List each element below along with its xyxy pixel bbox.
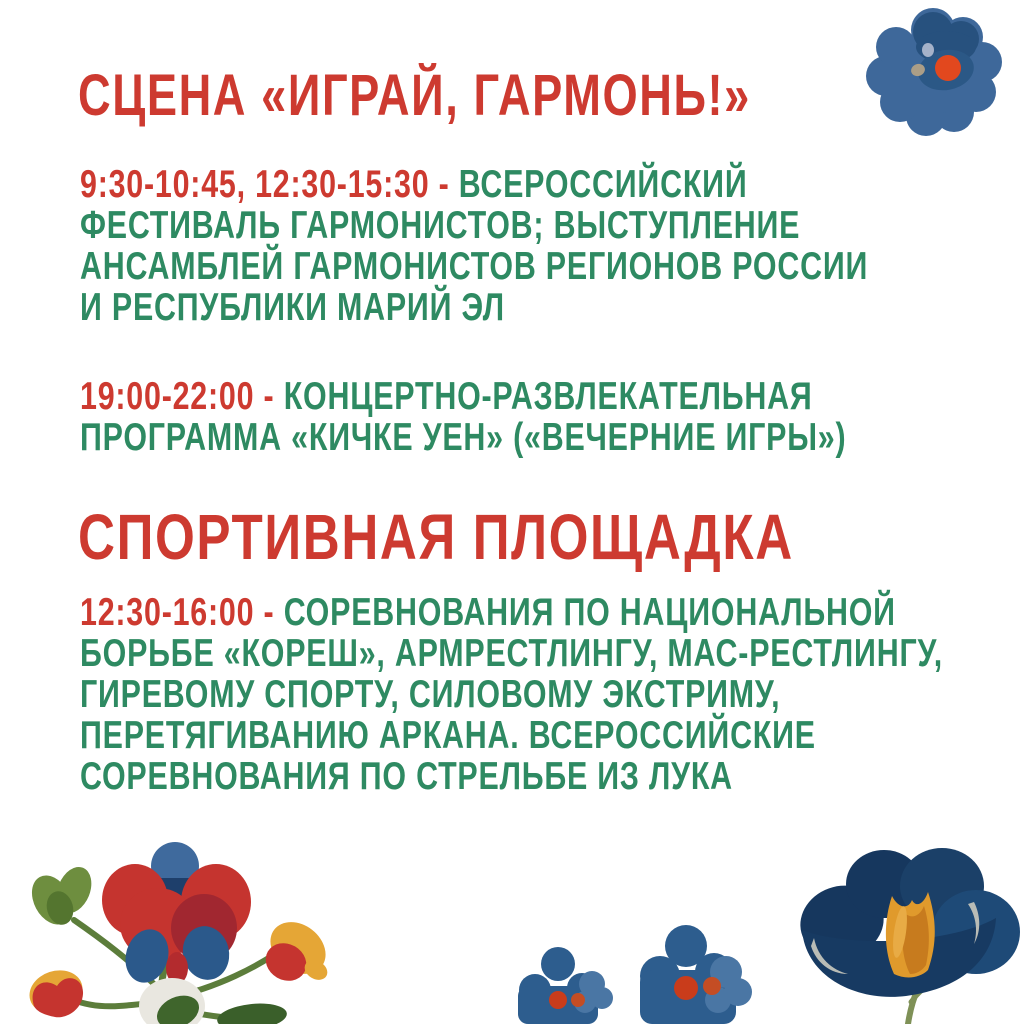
schedule-line [80,164,868,205]
schedule-text: КОНЦЕРТНО-РАЗВЛЕКАТЕЛЬНАЯ [283,375,813,418]
time-range: 9:30-10:45, 12:30-15:30 - [80,163,459,206]
schedule-line [80,715,943,756]
schedule-line [80,592,943,633]
blue-blossom-cluster-icon [490,912,780,1024]
schedule-text: ПЕРЕТЯГИВАНИЮ АРКАНА. ВСЕРОССИЙСКИЕ [80,714,816,757]
schedule-text: АНСАМБЛЕЙ ГАРМОНИСТОВ РЕГИОНОВ РОССИИ [80,245,869,288]
schedule-line [80,246,868,287]
schedule-line [80,674,943,715]
schedule-line [80,417,846,458]
schedule-line [80,756,943,797]
stage-heading: СЦЕНА «ИГРАЙ, ГАРМОНЬ!» [78,63,751,128]
schedule-text: ВСЕРОССИЙСКИЙ [458,163,748,206]
schedule-text: ПРОГРАММА «КИЧКЕ УЕН» («ВЕЧЕРНИЕ ИГРЫ») [80,416,847,459]
schedule-text: СОРЕВНОВАНИЯ ПО СТРЕЛЬБЕ ИЗ ЛУКА [80,755,733,798]
schedule-line [80,633,943,674]
schedule-line [80,205,868,246]
schedule-text: И РЕСПУБЛИКИ МАРИЙ ЭЛ [80,286,505,329]
stage-evening-entry [80,376,846,458]
sports-heading: СПОРТИВНАЯ ПЛОЩАДКА [78,501,794,573]
folk-bouquet-icon [0,820,330,1024]
schedule-text: СОРЕВНОВАНИЯ ПО НАЦИОНАЛЬНОЙ [283,591,896,634]
navy-poppy-flower-icon [780,822,1024,1024]
schedule-text: ГИРЕВОМУ СПОРТУ, СИЛОВОМУ ЭКСТРИМУ, [80,673,781,716]
blue-folk-flower-icon [858,2,1008,142]
schedule-line [80,376,846,417]
sports-competitions-entry [80,592,943,797]
schedule-text: БОРЬБЕ «КОРЕШ», АРМРЕСТЛИНГУ, МАС-РЕСТЛИНГУ, [80,632,943,675]
stage-festival-entry [80,164,868,328]
schedule-text: ФЕСТИВАЛЬ ГАРМОНИСТОВ; ВЫСТУПЛЕНИЕ [80,204,801,247]
time-range: 12:30-16:00 - [80,591,284,634]
time-range: 19:00-22:00 - [80,375,284,418]
schedule-line [80,287,868,328]
